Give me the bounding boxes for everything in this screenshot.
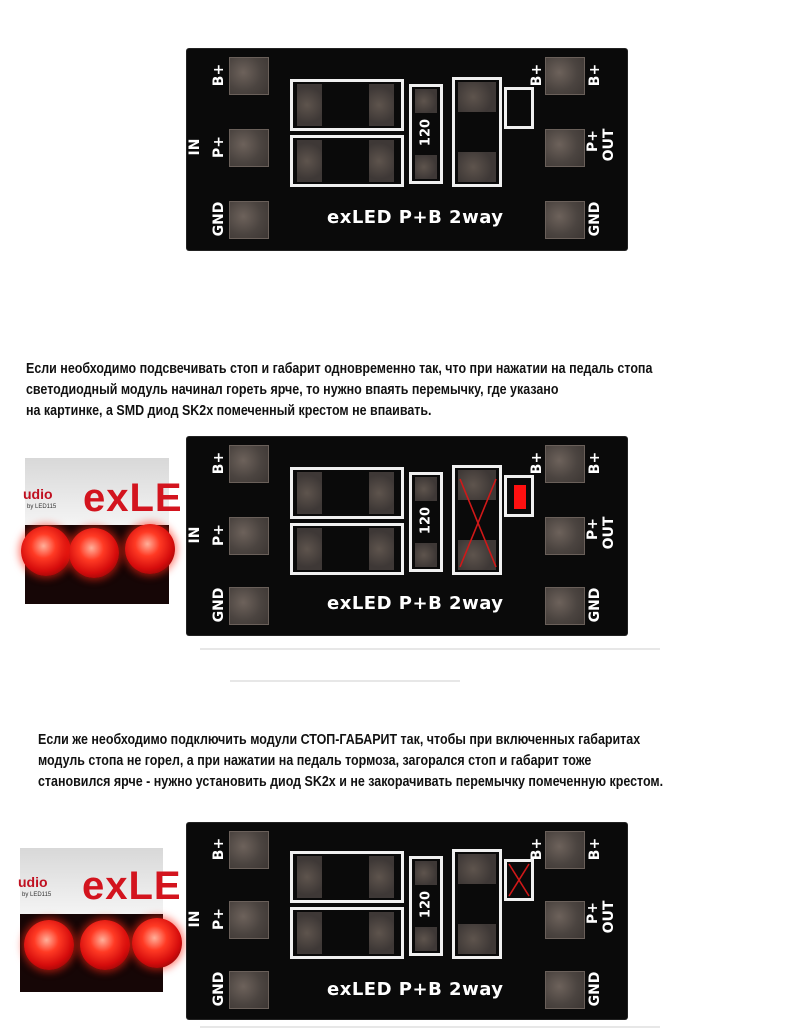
smd-pad — [297, 856, 322, 898]
smd-pad — [297, 912, 322, 954]
pad-bplus-left — [229, 57, 269, 95]
label-pplus-right: P+ — [585, 518, 601, 540]
diode-cross-mark — [458, 477, 498, 569]
resistor-pad — [415, 477, 437, 501]
resistor-label: 120 — [418, 890, 434, 919]
label-in: IN — [187, 138, 203, 156]
pad-pplus-right — [545, 517, 585, 555]
jumper-outline — [504, 87, 534, 129]
led-bulb — [69, 528, 119, 578]
label-gnd-right: GND — [587, 971, 603, 1007]
resistor-pad — [415, 543, 437, 567]
label-bplus-mid: B+ — [529, 63, 545, 87]
label-bplus-mid: B+ — [529, 451, 545, 475]
label-pplus-right: P+ — [585, 130, 601, 152]
label-gnd-left: GND — [211, 587, 227, 623]
label-bplus-right: B+ — [587, 451, 603, 475]
label-out: OUT — [601, 900, 617, 934]
pad-bplus-right — [545, 831, 585, 869]
pcb-board-3 — [187, 823, 627, 1019]
scan-artifact — [200, 648, 660, 650]
label-out: OUT — [601, 128, 617, 162]
led-bulb — [21, 526, 71, 576]
label-gnd-left: GND — [211, 201, 227, 237]
label-pplus-left: P+ — [211, 908, 227, 930]
resistor-pad — [415, 861, 437, 885]
resistor-pad — [415, 89, 437, 113]
photo-byline: by LED115 — [27, 504, 57, 510]
label-in: IN — [187, 526, 203, 544]
label-bplus-left: B+ — [211, 63, 227, 87]
smd-pad — [369, 140, 394, 182]
photo-big-logo: exLE — [83, 476, 183, 520]
label-bplus-left: B+ — [211, 451, 227, 475]
board-brand-text: exLED P+B 2way — [327, 979, 504, 1000]
photo-big-logo: exLE — [82, 864, 182, 908]
label-pplus-left: P+ — [211, 136, 227, 158]
pad-pplus-left — [229, 129, 269, 167]
pad-gnd-left — [229, 587, 269, 625]
smd-pad — [369, 528, 394, 570]
label-gnd-right: GND — [587, 201, 603, 237]
label-gnd-left: GND — [211, 971, 227, 1007]
pad-gnd-right — [545, 201, 585, 239]
smd-pad — [369, 856, 394, 898]
pad-gnd-right — [545, 587, 585, 625]
jumper-cross-mark — [507, 862, 531, 898]
photo-byline: by LED115 — [22, 892, 52, 898]
led-bulb — [80, 920, 130, 970]
scan-artifact — [230, 680, 460, 682]
diode-pad — [458, 854, 496, 884]
label-out: OUT — [601, 516, 617, 550]
pcb-board-2 — [187, 437, 627, 635]
pad-pplus-left — [229, 901, 269, 939]
board-brand-text: exLED P+B 2way — [327, 593, 504, 614]
smd-pad — [369, 84, 394, 126]
resistor-label: 120 — [418, 118, 434, 147]
label-gnd-right: GND — [587, 587, 603, 623]
photo-studio-text: udio — [18, 874, 48, 890]
pcb-board-1 — [187, 49, 627, 250]
smd-pad — [297, 140, 322, 182]
led-product-photo-2 — [18, 848, 182, 992]
led-bulb — [125, 524, 175, 574]
label-bplus-right: B+ — [587, 63, 603, 87]
led-bulb — [132, 918, 182, 968]
scan-artifact — [200, 1026, 660, 1028]
label-bplus-right: B+ — [587, 837, 603, 861]
led-product-photo-1 — [23, 458, 183, 604]
board-brand-text: exLED P+B 2way — [327, 207, 504, 228]
diode-pad — [458, 82, 496, 112]
label-in: IN — [187, 910, 203, 928]
pad-bplus-left — [229, 831, 269, 869]
instruction-paragraph-2: Если же необходимо подключить модули СТОП-ГАБАРИТ так, чтобы при включенных габаритах модуль стопа не горел, а при нажатии на педаль тормоза, загорался стоп и габарит тоже становился ярче - нужно установить диод SK2x и не закорачивать перемычку помеченную крестом. — [38, 732, 664, 790]
pad-pplus-right — [545, 901, 585, 939]
instruction-paragraph-1: Если необходимо подсвечивать стоп и габарит одновременно так, что при нажатии на педаль стопа светодиодный модуль начинал гореть ярче, то нужно впаять перемычку, где указано на картинке, а SMD диод SK2x помеченный крестом не впаивать. — [26, 361, 653, 419]
label-pplus-right: P+ — [585, 902, 601, 924]
pad-bplus-left — [229, 445, 269, 483]
smd-pad — [297, 84, 322, 126]
smd-pad — [297, 472, 322, 514]
resistor-label: 120 — [418, 506, 434, 535]
pad-bplus-right — [545, 445, 585, 483]
jumper-bridge — [514, 485, 526, 509]
photo-studio-text: udio — [23, 486, 53, 502]
pad-pplus-right — [545, 129, 585, 167]
label-bplus-mid: B+ — [529, 837, 545, 861]
resistor-pad — [415, 927, 437, 951]
pad-gnd-right — [545, 971, 585, 1009]
pad-gnd-left — [229, 971, 269, 1009]
pad-gnd-left — [229, 201, 269, 239]
diode-pad — [458, 924, 496, 954]
smd-pad — [369, 472, 394, 514]
pad-bplus-right — [545, 57, 585, 95]
label-pplus-left: P+ — [211, 524, 227, 546]
label-bplus-left: B+ — [211, 837, 227, 861]
led-bulb — [24, 920, 74, 970]
pad-pplus-left — [229, 517, 269, 555]
resistor-pad — [415, 155, 437, 179]
diode-pad — [458, 152, 496, 182]
smd-pad — [297, 528, 322, 570]
smd-pad — [369, 912, 394, 954]
